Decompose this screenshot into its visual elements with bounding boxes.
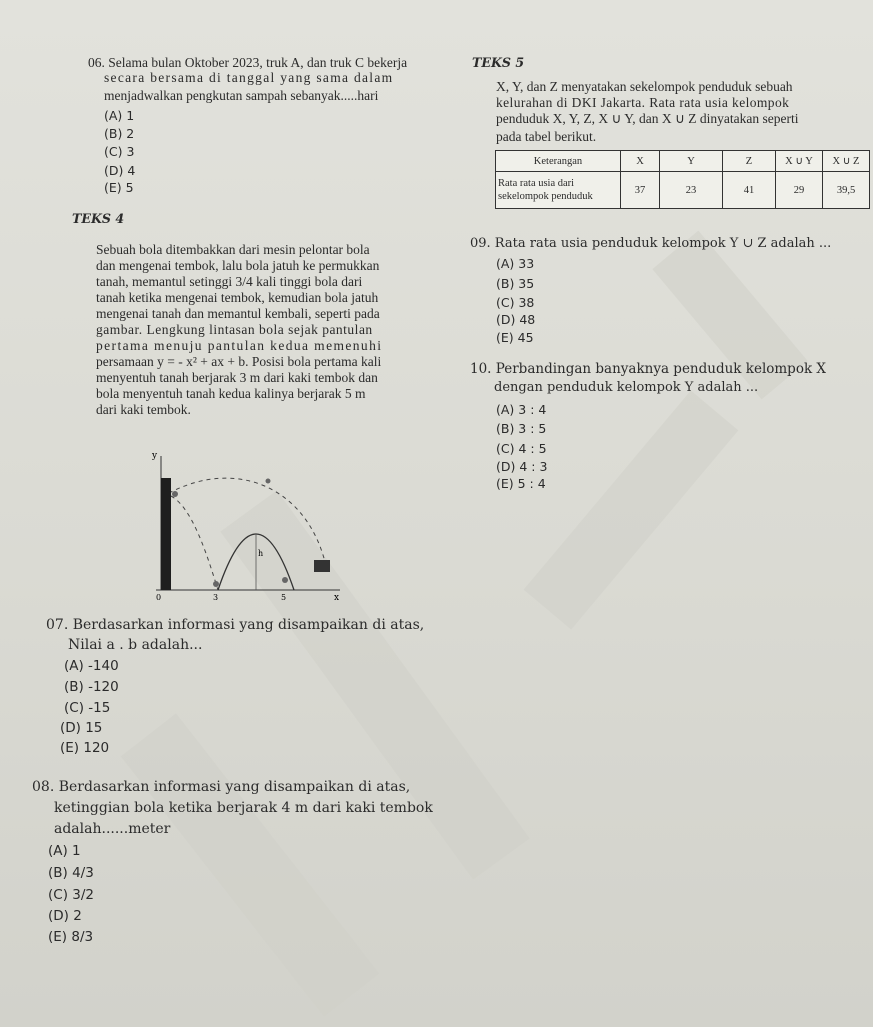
table-cell-x: 37 (621, 172, 660, 209)
trajectory-figure (148, 448, 348, 600)
tick-3: 3 (213, 593, 219, 600)
teks4-line-11: dari kaki tembok. (96, 402, 191, 417)
q08-line-2: ketinggian bola ketika berjarak 4 m dari kaki tembok (54, 800, 433, 816)
y-axis-label: y (152, 451, 158, 461)
q10-option-a[interactable]: (A) 3 : 4 (496, 402, 547, 417)
q07-option-d[interactable]: (D) 15 (60, 720, 103, 736)
q07-option-b[interactable]: (B) -120 (64, 679, 119, 695)
table-header-z: Z (723, 151, 776, 172)
ball (172, 491, 178, 497)
table-cell-x-union-z: 39,5 (823, 172, 870, 209)
teks4-line-2: dan mengenai tembok, lalu bola jatuh ke permukkan (96, 258, 380, 273)
teks5-line-1: X, Y, dan Z menyatakan sekelompok penduduk sebuah (496, 79, 793, 94)
launch-trajectory (171, 478, 326, 566)
teks4-line-10: bola menyentuh tanah kedua kalinya berjarak 5 m (96, 386, 366, 401)
height-label: h (258, 549, 264, 558)
launcher (314, 560, 330, 572)
teks4-line-7: pertama menuju pantulan kedua memenuhi (96, 338, 383, 353)
teks4-line-5: mengenai tanah dan memantul kembali, seperti pada (96, 306, 380, 321)
q09-option-b[interactable]: (B) 35 (496, 276, 535, 291)
q06-option-d[interactable]: (D) 4 (104, 163, 136, 178)
teks5-heading: TEKS 5 (472, 55, 525, 70)
q09-option-d[interactable]: (D) 48 (496, 312, 536, 327)
q06-option-a[interactable]: (A) 1 (104, 108, 135, 123)
q07-option-c[interactable]: (C) -15 (64, 700, 111, 716)
q08-option-a[interactable]: (A) 1 (48, 843, 81, 859)
q07-option-a[interactable]: (A) -140 (64, 658, 119, 674)
q08-option-b[interactable]: (B) 4/3 (48, 865, 94, 881)
q06-option-e[interactable]: (E) 5 (104, 180, 134, 195)
table-header-x: X (621, 151, 660, 172)
teks4-heading: TEKS 4 (72, 211, 125, 226)
q06-option-c[interactable]: (C) 3 (104, 144, 135, 159)
table-header-y: Y (660, 151, 723, 172)
q07-option-e[interactable]: (E) 120 (60, 740, 110, 756)
table-row-label: Rata rata usia dari sekelompok penduduk (496, 172, 621, 209)
q10-option-e[interactable]: (E) 5 : 4 (496, 476, 546, 491)
ball (282, 577, 288, 583)
q08-line-3: adalah......meter (54, 821, 171, 837)
q07-line-2: Nilai a . b adalah... (68, 637, 203, 653)
teks5-line-3: penduduk X, Y, Z, X ∪ Y, dan X ∪ Z dinyatakan seperti (496, 111, 799, 126)
q10-line-2: dengan penduduk kelompok Y adalah ... (494, 380, 759, 395)
table-cell-z: 41 (723, 172, 776, 209)
q09-question: 09. Rata rata usia penduduk kelompok Y ∪ Z adalah ... (470, 236, 832, 251)
teks4-line-3: tanah, memantul setinggi 3/4 kali tinggi bola dari (96, 274, 363, 289)
q06-line-3: menjadwalkan pengkutan sampah sebanyak.....hari (104, 88, 379, 103)
table-header-x-union-y: X ∪ Y (776, 151, 823, 172)
watermark-stroke (121, 713, 379, 1016)
teks5-line-2: kelurahan di DKI Jakarta. Rata rata usia kelompok (496, 95, 790, 110)
table-cell-x-union-y: 29 (776, 172, 823, 209)
q10-option-d[interactable]: (D) 4 : 3 (496, 459, 548, 474)
q10-option-c[interactable]: (C) 4 : 5 (496, 441, 547, 456)
tick-5: 5 (281, 593, 287, 600)
tick-0: 0 (156, 593, 162, 600)
teks4-line-1: Sebuah bola ditembakkan dari mesin pelontar bola (96, 242, 370, 257)
q10-line-1: 10. Perbandingan banyaknya penduduk kelompok X (470, 361, 827, 377)
q08-option-e[interactable]: (E) 8/3 (48, 929, 94, 945)
q09-option-e[interactable]: (E) 45 (496, 330, 534, 345)
q09-option-c[interactable]: (C) 38 (496, 295, 535, 310)
teks5-line-4: pada tabel berikut. (496, 129, 597, 144)
teks4-line-4: tanah ketika mengenai tembok, kemudian bola jatuh (96, 290, 379, 305)
teks4-line-8: persamaan y = - x² + ax + b. Posisi bola pertama kali (96, 354, 382, 369)
teks4-line-6: gambar. Lengkung lintasan bola sejak pantulan (96, 322, 373, 337)
table-header-x-union-z: X ∪ Z (823, 151, 870, 172)
q06-line-2: secara bersama di tanggal yang sama dalam (104, 70, 394, 85)
age-table (495, 150, 870, 209)
ball (213, 581, 219, 587)
ball (266, 479, 271, 484)
q06-option-b[interactable]: (B) 2 (104, 126, 135, 141)
q07-line-1: 07. Berdasarkan informasi yang disampaikan di atas, (46, 617, 425, 633)
watermark-stroke (524, 390, 739, 629)
q08-line-1: 08. Berdasarkan informasi yang disampaikan di atas, (32, 779, 411, 795)
fall-trajectory (171, 496, 218, 590)
teks4-line-9: menyentuh tanah berjarak 3 m dari kaki tembok dan (96, 370, 378, 385)
table-header-keterangan: Keterangan (496, 151, 621, 172)
q08-option-d[interactable]: (D) 2 (48, 908, 82, 924)
table-cell-y: 23 (660, 172, 723, 209)
q08-option-c[interactable]: (C) 3/2 (48, 887, 94, 903)
wall (161, 478, 171, 590)
x-axis-label: x (334, 593, 340, 600)
q10-option-b[interactable]: (B) 3 : 5 (496, 421, 547, 436)
q06-line-1: 06. Selama bulan Oktober 2023, truk A, dan truk C bekerja (88, 55, 408, 70)
q09-option-a[interactable]: (A) 33 (496, 256, 535, 271)
